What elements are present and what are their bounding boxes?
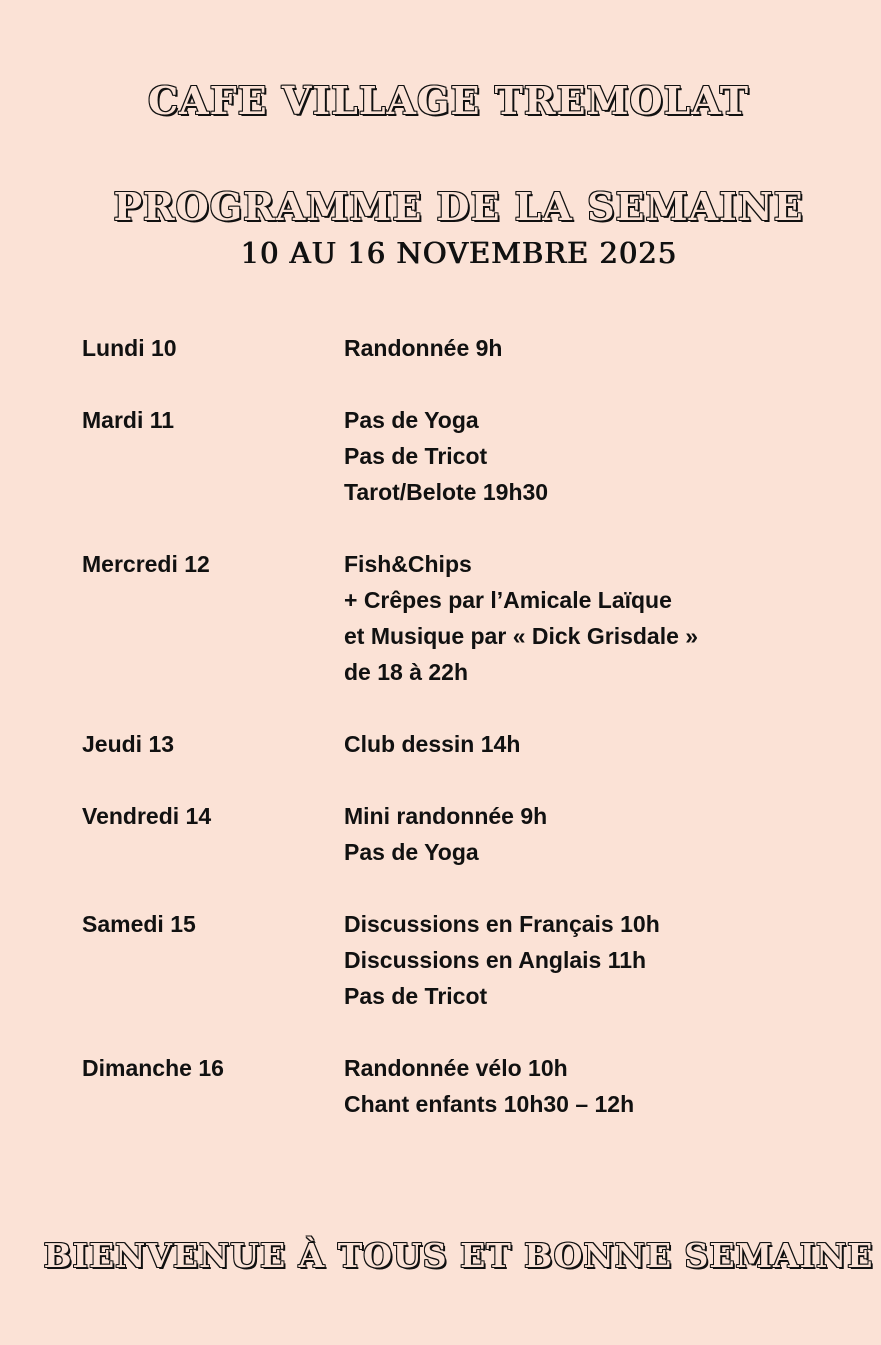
event-item: Randonnée vélo 10h [344, 1055, 568, 1081]
day-name: Vendredi 14 [82, 803, 212, 829]
day-events [344, 798, 547, 870]
event-item: Pas de Tricot [344, 983, 488, 1009]
day-row-vendredi [82, 798, 842, 870]
day-events [344, 906, 660, 1014]
event-item: Club dessin 14h [344, 731, 521, 757]
event-item: + Crêpes par l’Amicale Laïque [344, 587, 672, 613]
event-item: Discussions en Français 10h [344, 911, 660, 937]
event-item: et Musique par « Dick Grisdale » [344, 623, 699, 649]
day-events [344, 546, 698, 690]
poster-dates: 10 AU 16 NOVEMBRE 2025 [240, 236, 677, 270]
event-item: Pas de Tricot [344, 443, 488, 469]
day-name: Mardi 11 [82, 407, 175, 433]
poster-footer: BIENVENUE À TOUS ET BONNE SEMAINE [43, 1236, 874, 1275]
day-events [344, 402, 548, 510]
poster-title: CAFE VILLAGE TREMOLAT [147, 78, 750, 123]
day-name: Lundi 10 [82, 335, 177, 361]
day-row-dimanche [82, 1050, 842, 1122]
day-row-mardi [82, 402, 842, 510]
event-item: Chant enfants 10h30 – 12h [344, 1091, 635, 1117]
event-item: Randonnée 9h [344, 335, 503, 361]
day-events [344, 726, 520, 762]
day-row-jeudi [82, 726, 842, 762]
day-events [344, 330, 502, 366]
event-item: Pas de Yoga [344, 839, 479, 865]
day-row-samedi [82, 906, 842, 1014]
event-item: Pas de Yoga [344, 407, 479, 433]
poster-subtitle: PROGRAMME DE LA SEMAINE [113, 184, 804, 229]
day-name: Dimanche 16 [82, 1055, 224, 1081]
event-item: Tarot/Belote 19h30 [344, 479, 549, 505]
day-name: Mercredi 12 [82, 551, 210, 577]
event-item: Fish&Chips [344, 551, 472, 577]
day-events [344, 1050, 634, 1122]
day-name: Jeudi 13 [82, 731, 175, 757]
day-row-mercredi [82, 546, 842, 690]
day-name: Samedi 15 [82, 911, 196, 937]
event-item: Mini randonnée 9h [344, 803, 548, 829]
event-item: de 18 à 22h [344, 659, 469, 685]
weekly-schedule [82, 330, 842, 1158]
event-item: Discussions en Anglais 11h [344, 947, 647, 973]
day-row-lundi [82, 330, 842, 366]
